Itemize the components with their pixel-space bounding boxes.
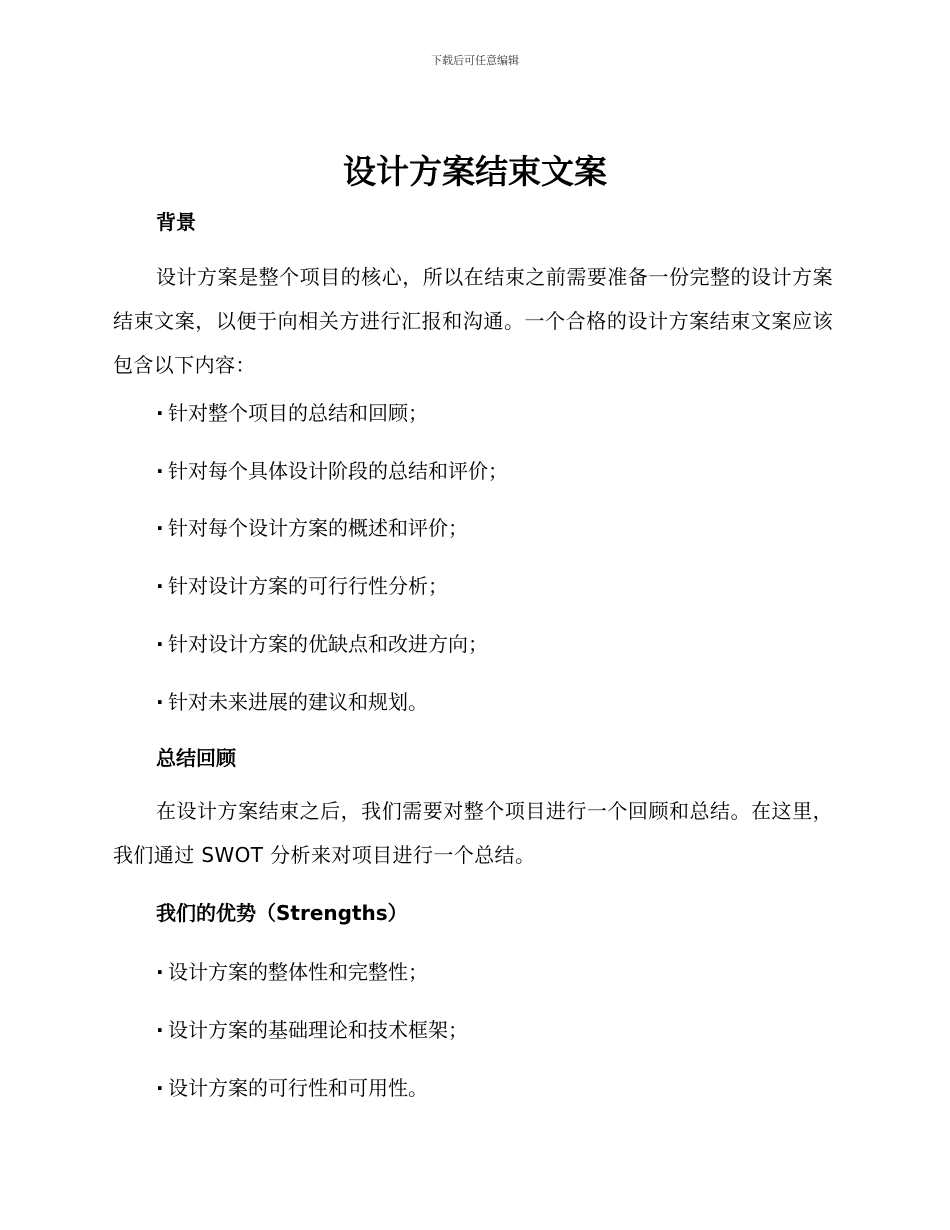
section-heading-background: 背景 (156, 210, 196, 234)
section-heading-strengths: 我们的优势（Strengths） (156, 901, 408, 925)
list-item (113, 398, 833, 428)
list-item-text: 针对整个项目的总结和回顾； (168, 401, 428, 425)
list-item (113, 629, 833, 659)
bullet-dot: · (156, 1018, 164, 1042)
bullet-dot: · (156, 690, 164, 714)
bullet-dot: · (156, 960, 164, 984)
list-item-text: 针对设计方案的可行行性分析； (168, 574, 448, 598)
background-paragraph: 设计方案是整个项目的核心，所以在结束之前需要准备一份完整的设计方案结束文案，以便于向相关方进行汇报和沟通。一个合格的设计方案结束文案应该包含以下内容： (113, 265, 833, 377)
bullet-dot: · (156, 574, 164, 598)
list-item (113, 957, 833, 987)
list-item (113, 687, 833, 717)
list-item-text: 针对设计方案的优缺点和改进方向； (168, 632, 488, 656)
bullet-dot: · (156, 401, 164, 425)
bullet-dot: · (156, 1076, 164, 1100)
list-item (113, 1073, 833, 1103)
review-paragraph: 在设计方案结束之后，我们需要对整个项目进行一个回顾和总结。在这里，我们通过 SWOT 分析来对项目进行一个总结。 (113, 799, 833, 867)
list-item-text: 针对每个具体设计阶段的总结和评价； (168, 459, 508, 483)
page-header-note: 下载后可任意编辑 (431, 54, 519, 67)
document-body (113, 205, 833, 1103)
list-item (113, 571, 833, 601)
list-item-text: 针对未来进展的建议和规划。 (168, 690, 428, 714)
list-item-text: 设计方案的可行性和可用性。 (168, 1076, 428, 1100)
list-item-text: 针对每个设计方案的概述和评价； (168, 516, 468, 540)
list-item (113, 456, 833, 486)
background-list (113, 398, 833, 717)
list-item (113, 1015, 833, 1045)
bullet-dot: · (156, 632, 164, 656)
strengths-list (113, 957, 833, 1103)
list-item-text: 设计方案的基础理论和技术框架； (168, 1018, 468, 1042)
bullet-dot: · (156, 516, 164, 540)
section-heading-review: 总结回顾 (156, 746, 236, 770)
bullet-dot: · (156, 459, 164, 483)
list-item-text: 设计方案的整体性和完整性； (168, 960, 428, 984)
list-item (113, 513, 833, 543)
document-title: 设计方案结束文案 (343, 152, 607, 191)
